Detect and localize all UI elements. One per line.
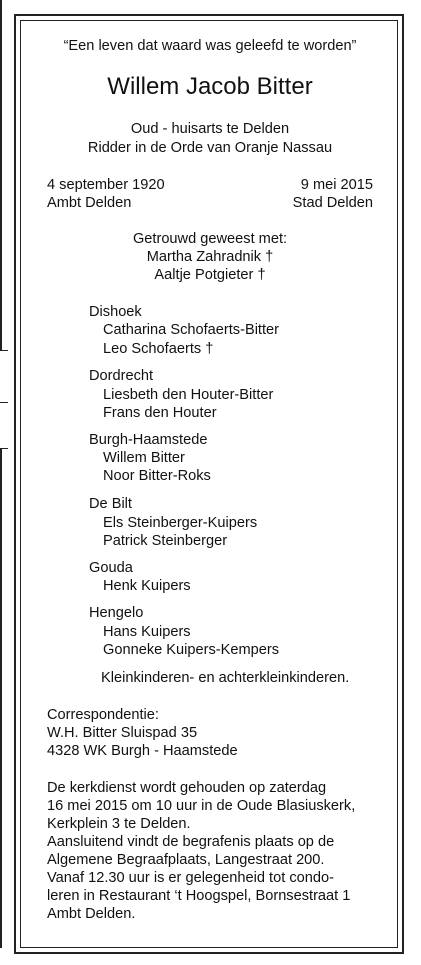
service-line: Vanaf 12.30 uur is er gelegenheid tot condo- <box>47 870 334 886</box>
service-line: De kerkdienst wordt gehouden op zaterdag <box>47 780 327 796</box>
spouse: Aaltje Potgieter † <box>154 267 266 283</box>
family-place: Burgh-Haamstede <box>89 432 208 448</box>
service-line: Aansluitend vindt de begrafenis plaats op de <box>47 834 335 850</box>
service-line: 16 mei 2015 om 10 uur in de Oude Blasiuskerk, <box>47 798 356 814</box>
family-member: Catharina Schofaerts-Bitter <box>103 322 280 338</box>
death-date: 9 mei 2015 <box>300 177 373 193</box>
family-member: Noor Bitter-Roks <box>103 468 211 484</box>
title-line: Ridder in de Orde van Oranje Nassau <box>87 140 333 156</box>
grandchildren-line: Kleinkinderen- en achterkleinkinderen. <box>101 670 350 686</box>
birth-date: 4 september 1920 <box>47 177 165 193</box>
correspondence-heading: Correspondentie: <box>47 707 159 723</box>
service-line: Ambt Delden. <box>47 906 136 922</box>
family-place: Gouda <box>89 560 133 576</box>
married-heading: Getrouwd geweest met: <box>132 231 288 247</box>
family-member: Hans Kuipers <box>103 624 191 640</box>
deceased-name: Willem Jacob Bitter <box>107 73 313 100</box>
family-place: Hengelo <box>89 605 144 621</box>
family-member: Henk Kuipers <box>103 578 191 594</box>
service-line: Algemene Begraafplaats, Langestraat 200. <box>47 852 325 868</box>
service-line: leren in Restaurant ‘t Hoogspel, Bornsestraat 1 <box>47 888 351 904</box>
family-member: Leo Schofaerts † <box>103 341 214 357</box>
family-member: Frans den Houter <box>103 405 217 421</box>
service-line: Kerkplein 3 te Delden. <box>47 816 191 832</box>
title-line: Oud - huisarts te Delden <box>130 121 290 137</box>
family-place: Dishoek <box>89 304 142 320</box>
family-member: Patrick Steinberger <box>103 533 228 549</box>
family-member: Els Steinberger-Kuipers <box>103 515 258 531</box>
family-member: Gonneke Kuipers-Kempers <box>103 642 280 658</box>
death-place: Stad Delden <box>292 195 373 211</box>
family-place: Dordrecht <box>89 368 154 384</box>
motto: “Een leven dat waard was geleefd te worden” <box>63 38 357 54</box>
spouse: Martha Zahradnik † <box>146 249 274 265</box>
birth-place: Ambt Delden <box>47 195 132 211</box>
family-member: Willem Bitter <box>103 450 185 466</box>
correspondence-line: 4328 WK Burgh - Haamstede <box>47 743 238 759</box>
family-place: De Bilt <box>89 496 132 512</box>
family-member: Liesbeth den Houter-Bitter <box>103 387 274 403</box>
correspondence-line: W.H. Bitter Sluispad 35 <box>47 725 198 741</box>
